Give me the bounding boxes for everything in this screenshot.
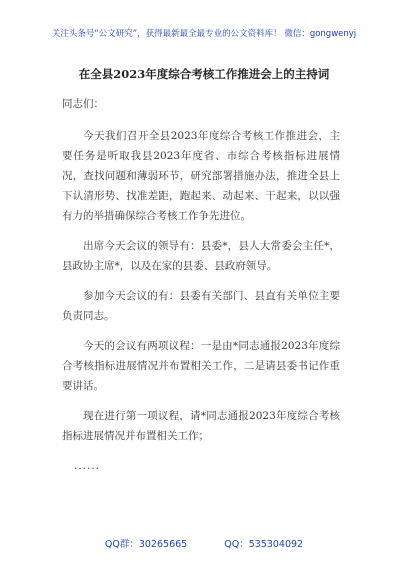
ellipsis: ......: [74, 460, 101, 472]
header-note: 关注头条号“公文研究”，获得最新最全最专业的公文资料库！ 微信：gongwenyj: [51, 29, 357, 39]
paragraph-participants: 参加今天会议的有：县委有关部门、县直有关单位主要负责同志。: [62, 290, 340, 322]
footer-qq-group: QQ群：30265665: [104, 539, 188, 550]
footer-qq: QQ：535304092: [224, 539, 304, 550]
paragraph-attending-leaders: 出席今天会议的领导有：县委*，县人大常委会主任*，县政协主席*，以及在家的县委、县政府领导。: [62, 240, 340, 272]
paragraph-opening: 今天我们召开全县2023年度综合考核工作推进会，主要任务是听取我县2023年度省、市综合考核指标进展情况，查找问题和薄弱环节，研究部署措施办法，推进全县上下认清形势、找准差距，跑起来、动起来、干起来，以以强有力的举措确保综合考核工作争先进位。: [62, 130, 340, 222]
document-title: 在全县2023年度综合考核工作推进会上的主持词: [78, 67, 330, 81]
salutation: 同志们：: [62, 98, 104, 110]
footer-contact: [0, 536, 408, 550]
document-body: [62, 94, 340, 476]
paragraph-first-item: 现在进行第一项议程，请*同志通报2023年度综合考核指标进展情况并布置相关工作；: [62, 410, 340, 442]
paragraph-agenda: 今天的会议有两项议程：一是由*同志通报2023年度综合考核指标进展情况并布置相关工作，二是请县委书记作重要讲话。: [62, 340, 340, 392]
